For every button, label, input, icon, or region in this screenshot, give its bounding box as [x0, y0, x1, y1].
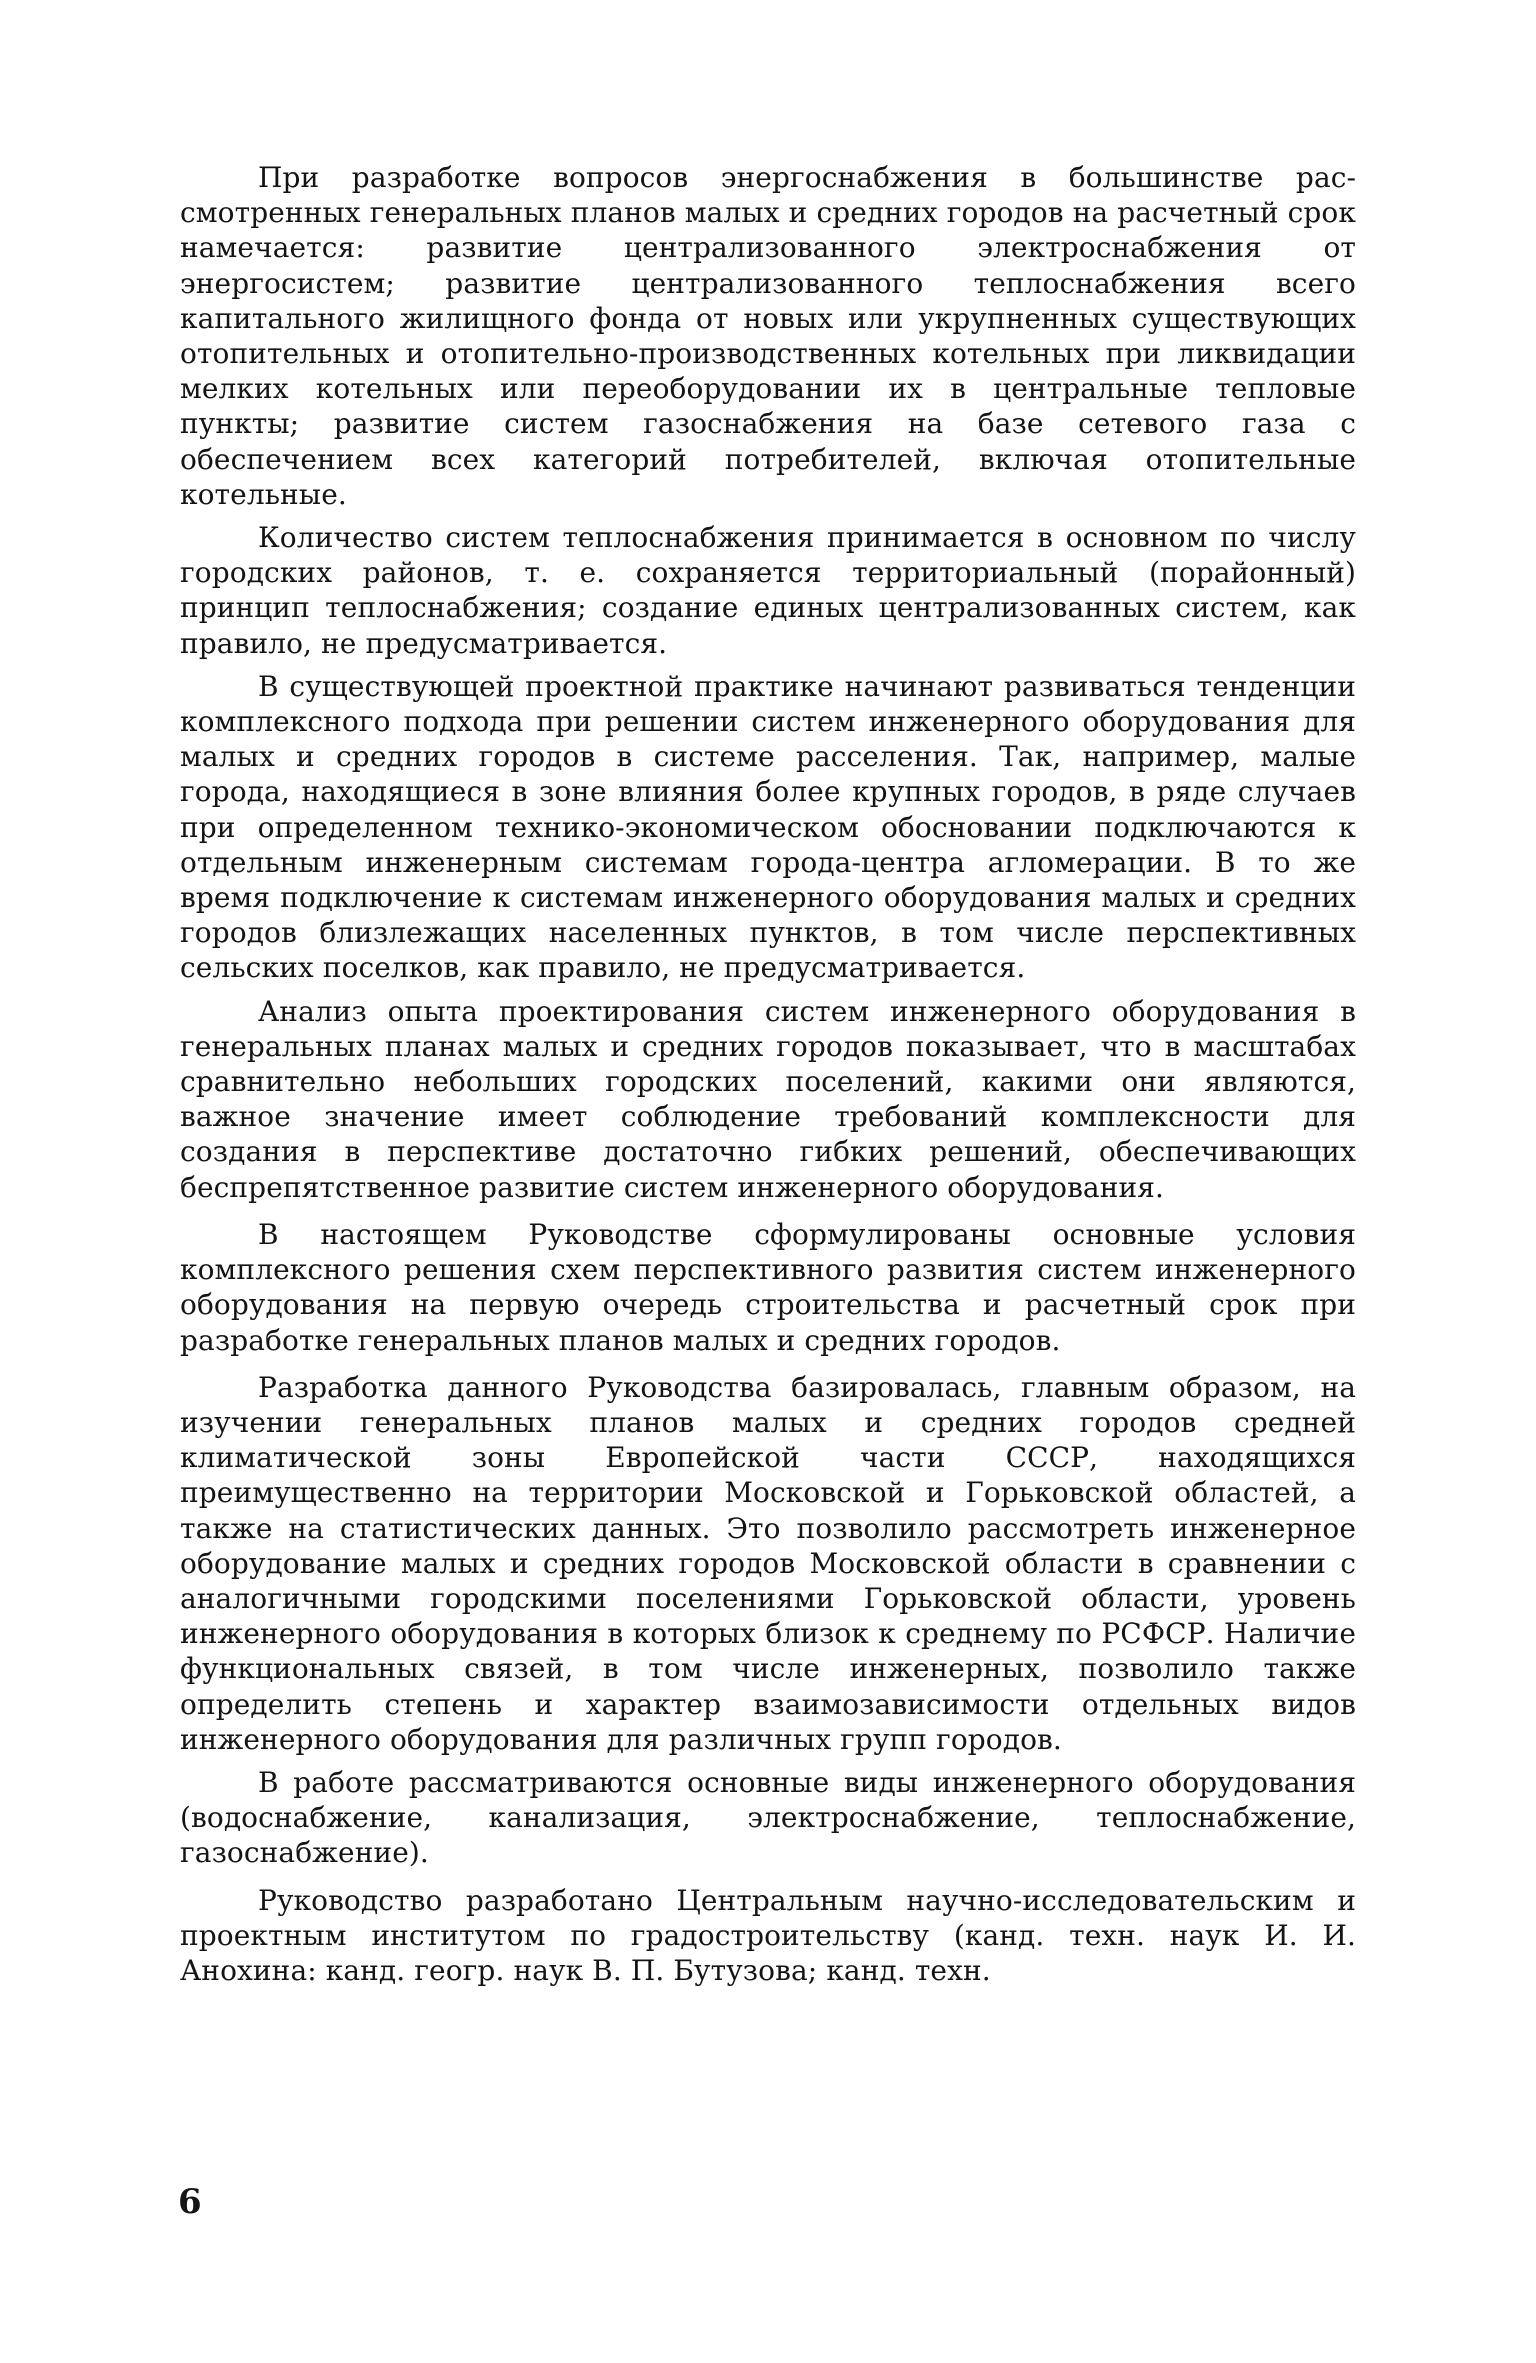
paragraph-analysis: Анализ опыта проектирования систем инженерного оборудования в генеральных планах малых и средних городов показывает, что в масштабах сравнительно небольших городских поселений, какими они являются, важное значение имеет соблюдение требований комплексности для создания в перспективе достаточно гибких решений, обеспечивающих беспрепятственное развитие систем инженерного оборудования.	[180, 994, 1356, 1204]
paragraph-energy-supply: При разработке вопросов энергоснабжения в большинстве рассмотренных генеральных планов малых и средних городов на расчетный срок намечается: развитие централизованного электроснабжения от энергосистем; развитие централизованного теплоснабжения всего капитального жилищного фонда от новых или укрупненных существующих отопительных и отопительно-производственных котельных при ликвидации мелких котельных или переоборудовании их в центральные тепловые пункты; развитие систем газоснабжения на базе сетевого газа с обеспечением всех категорий потребителей, включая отопительные котельные.	[180, 161, 1356, 511]
paragraph-equipment-types: В работе рассматриваются основные виды инженерного оборудования (водоснабжение, канализация, электроснабжение, теплоснабжение, газоснабжение).	[180, 1765, 1356, 1870]
paragraph-guidelines: В настоящем Руководстве сформулированы основные условия комплексного решения схем перспективного развития систем инженерного оборудования на первую очередь строительства и расчетный срок при разработке генеральных планов малых и средних городов.	[180, 1217, 1356, 1357]
paragraph-design-practice: В существующей проектной практике начинают развиваться тенденции комплексного подхода при решении систем инженерного оборудования для малых и средних городов в системе расселения. Так, например, малые города, находящиеся в зоне влияния более крупных городов, в ряде случаев при определенном технико-экономическом обосновании подключаются к отдельным инженерным системам города-центра агломерации. В то же время подключение к системам инженерного оборудования малых и средних городов близлежащих населенных пунктов, в том числе перспективных сельских поселков, как правило, не предусматривается.	[180, 669, 1356, 985]
paragraph-heating-systems: Количество систем теплоснабжения принимается в основном по числу городских районов, т. е. сохраняется территориальный (порайонный) принцип теплоснабжения; создание единых централизованных систем, как правило, не предусматривается.	[180, 521, 1356, 660]
page-number: 6	[178, 2182, 202, 2222]
body-text	[180, 160, 1356, 1996]
paragraph-development-basis: Разработка данного Руководства базировалась, главным образом, на изучении генеральных планов малых и средних городов средней климатической зоны Европейской части СССР, находящихся преимущественно на территории Московской и Горьковской областей, а также на статистических данных. Это позволило рассмотреть инженерное оборудование малых и средних городов Московской области в сравнении с аналогичными городскими поселениями Горьковской области, уровень инженерного оборудования в которых близок к среднему по РСФСР. Наличие функциональных связей, в том числе инженерных, позволило также определить степень и характер взаимозависимости отдельных видов инженерного оборудования для различных групп городов.	[180, 1370, 1356, 1756]
paragraph-authors: Руководство разработано Центральным научно-исследовательским и проектным институтом по градостроительству (канд. техн. наук И. И. Анохина: канд. геогр. наук В. П. Бутузова; канд. техн.	[180, 1883, 1356, 1987]
